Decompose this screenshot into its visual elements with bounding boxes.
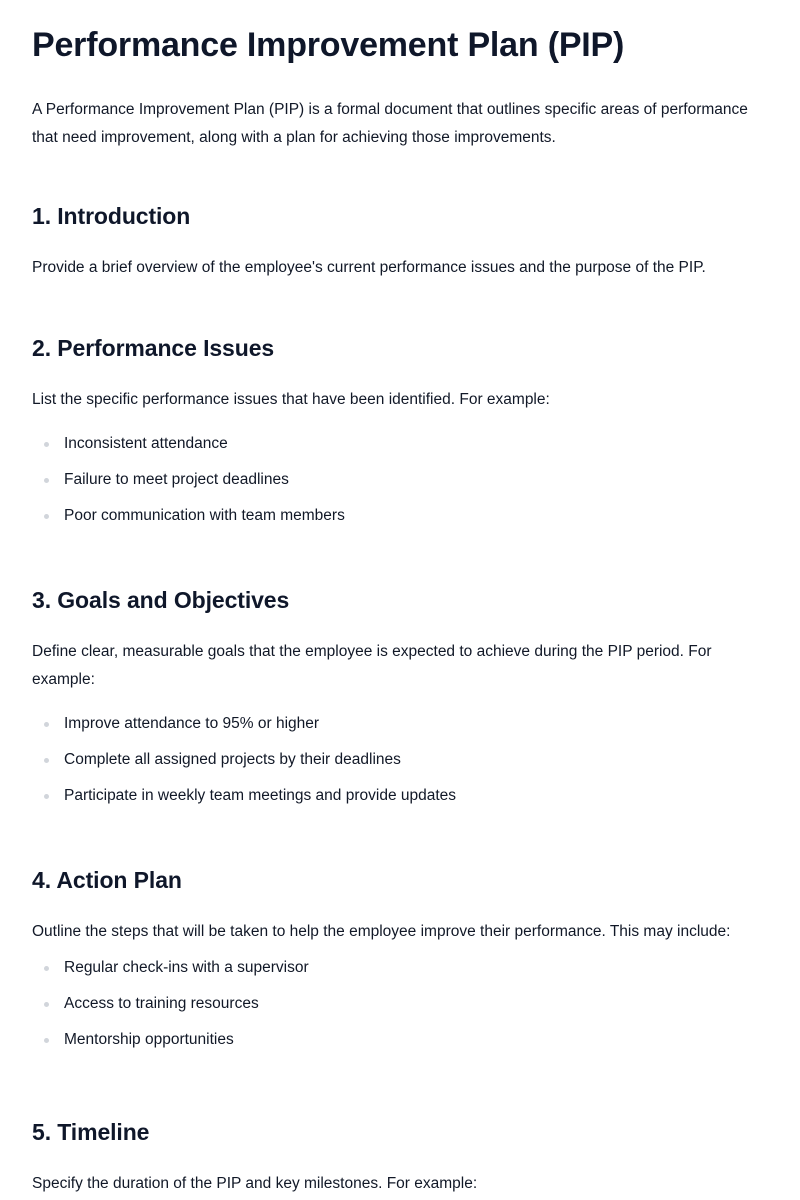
bullet-dot-icon [44,794,49,799]
section-heading: 3. Goals and Objectives [32,587,290,613]
list-item: Failure to meet project deadlines [32,462,768,498]
section-text: Define clear, measurable goals that the employee is expected to achieve during the PIP period. For example: [32,643,712,688]
section-heading: 5. Timeline [32,1119,150,1145]
list-item: Regular check-ins with a supervisor [32,950,768,986]
section-text: Outline the steps that will be taken to help the employee improve their performance. This may include: [32,923,731,940]
bullet-dot-icon [44,966,49,971]
list-item: Mentorship opportunities [32,1022,768,1058]
intro-paragraph: A Performance Improvement Plan (PIP) is a formal document that outlines specific areas of performance that need improvement, along with a plan for achieving those improvements. [32,101,748,146]
section-text: Provide a brief overview of the employee's current performance issues and the purpose of the PIP. [32,259,706,276]
section-heading: 1. Introduction [32,203,191,229]
section-timeline [32,1116,768,1198]
bullet-dot-icon [44,514,49,519]
bullet-list [32,950,768,1058]
section-text: Specify the duration of the PIP and key milestones. For example: [32,1175,478,1192]
bullet-list [32,706,768,814]
bullet-dot-icon [44,1002,49,1007]
section-action-plan [32,864,768,1058]
list-item: Participate in weekly team meetings and provide updates [32,778,768,814]
bullet-dot-icon [44,722,49,727]
list-item: Complete all assigned projects by their deadlines [32,742,768,778]
list-item: Inconsistent attendance [32,426,768,462]
section-text: List the specific performance issues that have been identified. For example: [32,391,550,408]
section-goals-objectives [32,584,768,814]
list-item: Poor communication with team members [32,498,768,534]
section-introduction [32,200,768,282]
section-performance-issues [32,332,768,534]
bullet-list [32,426,768,534]
bullet-dot-icon [44,478,49,483]
bullet-dot-icon [44,758,49,763]
list-item: Access to training resources [32,986,768,1022]
bullet-dot-icon [44,1038,49,1043]
section-heading: 4. Action Plan [32,867,182,893]
list-item: Improve attendance to 95% or higher [32,706,768,742]
section-heading: 2. Performance Issues [32,335,275,361]
page-title: Performance Improvement Plan (PIP) [32,26,625,64]
bullet-dot-icon [44,442,49,447]
